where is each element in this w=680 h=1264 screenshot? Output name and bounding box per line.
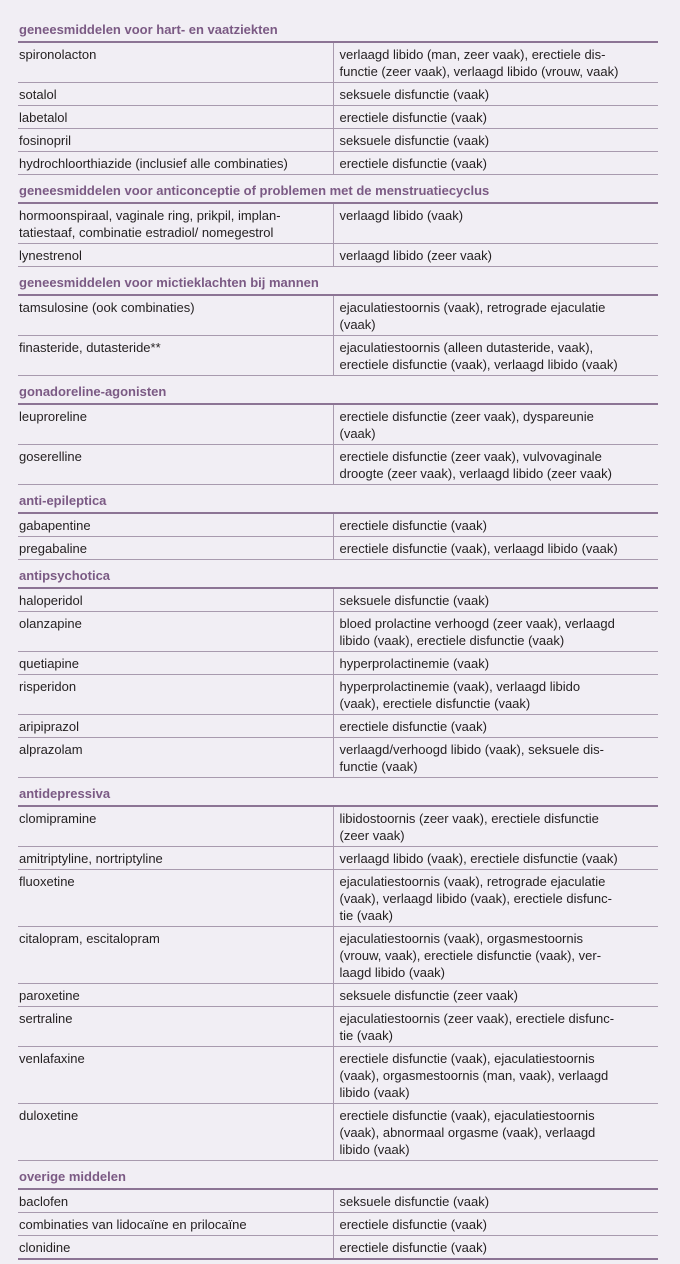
table-row xyxy=(18,244,658,267)
side-effect: seksuele disfunctie (vaak) xyxy=(333,588,658,612)
medication-name: finasteride, dutasteride** xyxy=(18,336,333,376)
table-row xyxy=(18,738,658,778)
medication-name: spironolacton xyxy=(18,42,333,83)
medication-name: aripiprazol xyxy=(18,715,333,738)
table-row xyxy=(18,1236,658,1260)
medication-name: risperidon xyxy=(18,675,333,715)
medication-name: gabapentine xyxy=(18,513,333,537)
medication-name: alprazolam xyxy=(18,738,333,778)
table-row xyxy=(18,1007,658,1047)
medication-name: quetiapine xyxy=(18,652,333,675)
side-effect: seksuele disfunctie (vaak) xyxy=(333,129,658,152)
section-title: antipsychotica xyxy=(18,560,658,589)
section-title: overige middelen xyxy=(18,1161,658,1190)
section-header xyxy=(18,267,658,296)
side-effect: ejaculatiestoornis (zeer vaak), erectiele disfunc- tie (vaak) xyxy=(333,1007,658,1047)
section-header xyxy=(18,14,658,42)
table-row xyxy=(18,152,658,175)
side-effect: verlaagd libido (zeer vaak) xyxy=(333,244,658,267)
side-effect: erectiele disfunctie (zeer vaak), vulvovaginale droogte (zeer vaak), verlaagd libido (zeer vaak) xyxy=(333,445,658,485)
section-title: anti-epileptica xyxy=(18,485,658,514)
table-row xyxy=(18,588,658,612)
section-title: antidepressiva xyxy=(18,778,658,807)
section-title: geneesmiddelen voor hart- en vaatziekten xyxy=(18,14,658,42)
side-effect: hyperprolactinemie (vaak) xyxy=(333,652,658,675)
table-row xyxy=(18,715,658,738)
table-row xyxy=(18,404,658,445)
medication-name: pregabaline xyxy=(18,537,333,560)
side-effect: verlaagd/verhoogd libido (vaak), seksuele dis- functie (vaak) xyxy=(333,738,658,778)
medication-name: citalopram, escitalopram xyxy=(18,927,333,984)
side-effect: seksuele disfunctie (vaak) xyxy=(333,1189,658,1213)
table-row xyxy=(18,1189,658,1213)
medication-name: lynestrenol xyxy=(18,244,333,267)
side-effect: seksuele disfunctie (zeer vaak) xyxy=(333,984,658,1007)
medication-name: venlafaxine xyxy=(18,1047,333,1104)
side-effect: erectiele disfunctie (vaak) xyxy=(333,152,658,175)
side-effect: ejaculatiestoornis (vaak), orgasmestoornis (vrouw, vaak), erectiele disfunctie (vaak), ver- laagd libido (vaak) xyxy=(333,927,658,984)
section-header xyxy=(18,778,658,807)
table-row xyxy=(18,129,658,152)
medication-name: goserelline xyxy=(18,445,333,485)
table-row xyxy=(18,984,658,1007)
table-row xyxy=(18,83,658,106)
side-effect: verlaagd libido (vaak), erectiele disfunctie (vaak) xyxy=(333,847,658,870)
table-row xyxy=(18,927,658,984)
table-row xyxy=(18,847,658,870)
medication-name: sertraline xyxy=(18,1007,333,1047)
medication-name: haloperidol xyxy=(18,588,333,612)
medication-name: sotalol xyxy=(18,83,333,106)
side-effect: erectiele disfunctie (vaak) xyxy=(333,106,658,129)
table-row xyxy=(18,612,658,652)
section-header xyxy=(18,485,658,514)
medication-name: paroxetine xyxy=(18,984,333,1007)
section-title: geneesmiddelen voor mictieklachten bij mannen xyxy=(18,267,658,296)
side-effect: verlaagd libido (man, zeer vaak), erectiele dis- functie (zeer vaak), verlaagd libido (vrouw, vaak) xyxy=(333,42,658,83)
side-effect: erectiele disfunctie (vaak), ejaculatiestoornis (vaak), abnormaal orgasme (vaak), verlaagd libido (vaak) xyxy=(333,1104,658,1161)
medication-name: amitriptyline, nortriptyline xyxy=(18,847,333,870)
table-body xyxy=(18,14,658,1259)
medication-name: fosinopril xyxy=(18,129,333,152)
table-row xyxy=(18,295,658,336)
section-header xyxy=(18,1161,658,1190)
medication-name: hydrochloorthiazide (inclusief alle combinaties) xyxy=(18,152,333,175)
medication-name: hormoonspiraal, vaginale ring, prikpil, implan- tatiestaaf, combinatie estradiol/ nomegestrol xyxy=(18,203,333,244)
side-effect: ejaculatiestoornis (alleen dutasteride, vaak), erectiele disfunctie (vaak), verlaagd libido (vaak) xyxy=(333,336,658,376)
medication-name: fluoxetine xyxy=(18,870,333,927)
side-effect: hyperprolactinemie (vaak), verlaagd libido (vaak), erectiele disfunctie (vaak) xyxy=(333,675,658,715)
side-effect: erectiele disfunctie (vaak) xyxy=(333,715,658,738)
side-effect: verlaagd libido (vaak) xyxy=(333,203,658,244)
table-row xyxy=(18,1104,658,1161)
side-effect: erectiele disfunctie (vaak), verlaagd libido (vaak) xyxy=(333,537,658,560)
medication-side-effects-table xyxy=(18,14,658,1260)
side-effect: erectiele disfunctie (zeer vaak), dyspareunie (vaak) xyxy=(333,404,658,445)
medication-name: combinaties van lidocaïne en prilocaïne xyxy=(18,1213,333,1236)
medication-name: labetalol xyxy=(18,106,333,129)
table-row xyxy=(18,445,658,485)
table-row xyxy=(18,652,658,675)
medication-name: olanzapine xyxy=(18,612,333,652)
table-row xyxy=(18,106,658,129)
side-effect: erectiele disfunctie (vaak), ejaculatiestoornis (vaak), orgasmestoornis (man, vaak), verlaagd libido (vaak) xyxy=(333,1047,658,1104)
table-row xyxy=(18,675,658,715)
table-row xyxy=(18,870,658,927)
section-title: geneesmiddelen voor anticonceptie of problemen met de menstruatiecyclus xyxy=(18,175,658,204)
table-row xyxy=(18,203,658,244)
table-row xyxy=(18,1047,658,1104)
side-effect: ejaculatiestoornis (vaak), retrograde ejaculatie (vaak), verlaagd libido (vaak), erectiele disfunc- tie (vaak) xyxy=(333,870,658,927)
medication-name: clonidine xyxy=(18,1236,333,1260)
table-row xyxy=(18,336,658,376)
section-header xyxy=(18,376,658,405)
side-effect: ejaculatiestoornis (vaak), retrograde ejaculatie (vaak) xyxy=(333,295,658,336)
table-row xyxy=(18,537,658,560)
section-header xyxy=(18,560,658,589)
side-effect: erectiele disfunctie (vaak) xyxy=(333,1236,658,1260)
side-effect: libidostoornis (zeer vaak), erectiele disfunctie (zeer vaak) xyxy=(333,806,658,847)
table-row xyxy=(18,513,658,537)
side-effect: bloed prolactine verhoogd (zeer vaak), verlaagd libido (vaak), erectiele disfunctie (vaak) xyxy=(333,612,658,652)
table-row xyxy=(18,42,658,83)
side-effect: erectiele disfunctie (vaak) xyxy=(333,513,658,537)
section-header xyxy=(18,175,658,204)
medication-name: clomipramine xyxy=(18,806,333,847)
medication-name: leuproreline xyxy=(18,404,333,445)
medication-name: duloxetine xyxy=(18,1104,333,1161)
medication-name: tamsulosine (ook combinaties) xyxy=(18,295,333,336)
table-row xyxy=(18,1213,658,1236)
side-effects-table xyxy=(18,14,658,1260)
section-title: gonadoreline-agonisten xyxy=(18,376,658,405)
medication-name: baclofen xyxy=(18,1189,333,1213)
table-row xyxy=(18,806,658,847)
side-effect: erectiele disfunctie (vaak) xyxy=(333,1213,658,1236)
side-effect: seksuele disfunctie (vaak) xyxy=(333,83,658,106)
